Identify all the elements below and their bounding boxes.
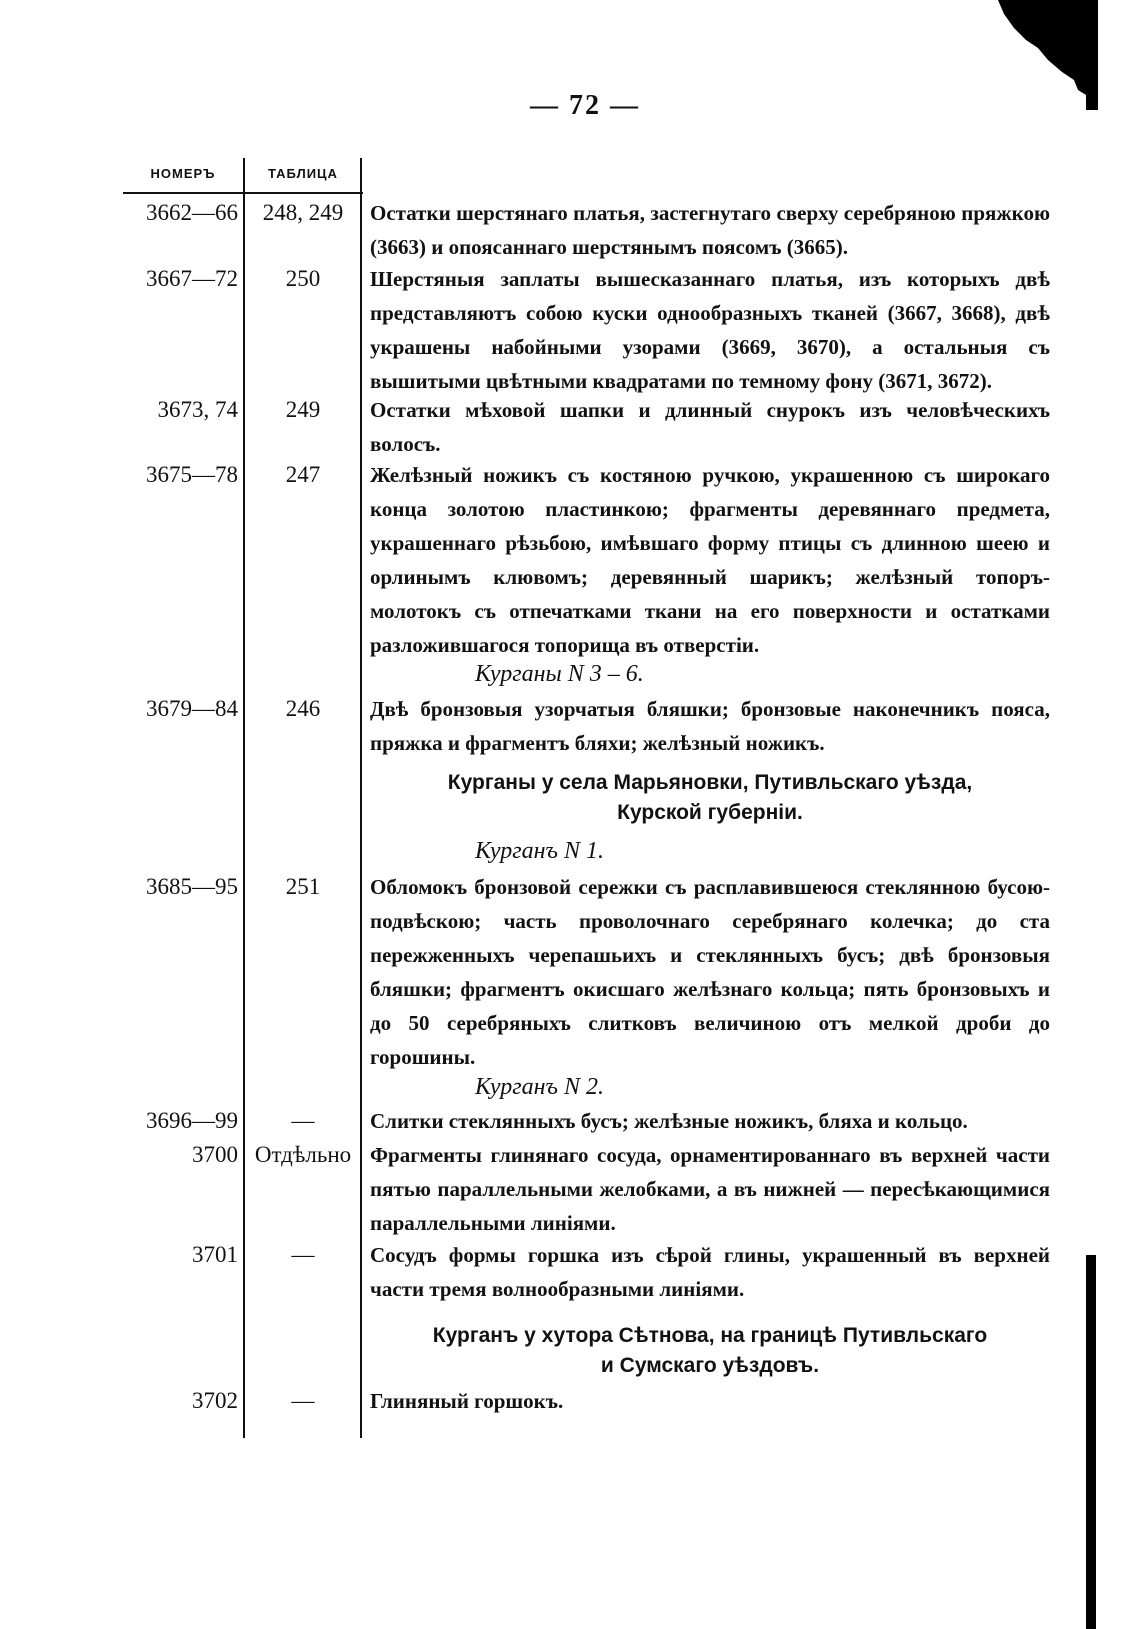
- subheading-kurgan-2: Курганъ N 2.: [475, 1074, 604, 1100]
- section-title-maryanovka: Курганы у села Марьяновки, Путивльскаго уѣзда,: [447, 771, 973, 794]
- section-title-maryanovka-cont: Курской губерніи.: [617, 801, 803, 824]
- plate-number: —: [291, 1388, 315, 1413]
- item-description: Остатки мѣховой шапки и длинный снурокъ изъ человѣческихъ волосъ.: [370, 398, 1050, 456]
- item-number: 3696—99: [146, 1108, 238, 1133]
- item-description: Шерстяныя заплаты вышесказаннаго платья, изъ которыхъ двѣ представляютъ собою куски однообразныхъ тканей (3667, 3668), двѣ украшены набойными узорами (3669, 3670), а остальныя съ вышитыми цвѣтными квадратами по темному фону (3671, 3672).: [370, 267, 1050, 393]
- plate-number: 247: [285, 462, 321, 487]
- column-divider: [360, 158, 362, 1438]
- item-number: 3700: [192, 1142, 238, 1167]
- item-number: 3675—78: [146, 462, 238, 487]
- item-description: Глиняный горшокъ.: [370, 1389, 564, 1413]
- plate-number: 248, 249: [262, 200, 344, 225]
- section-title-setnov-cont: и Сумскаго уѣздовъ.: [600, 1354, 820, 1377]
- item-number: 3662—66: [146, 200, 238, 225]
- plate-number: 250: [285, 266, 321, 291]
- item-number: 3701: [192, 1242, 238, 1267]
- item-number: 3667—72: [146, 266, 238, 291]
- item-description: Фрагменты глинянаго сосуда, орнаментированнаго въ верхней части пятью параллельными желобками, а въ нижней — пересѣкающимися параллельными линіями.: [370, 1143, 1050, 1235]
- item-number: 3702: [192, 1388, 238, 1413]
- plate-number: 251: [285, 874, 321, 899]
- scan-edge-mark: [1082, 1255, 1096, 1629]
- scan-ink-mark: [978, 0, 1098, 110]
- item-description: Слитки стеклянныхъ бусъ; желѣзные ножикъ, бляха и кольцо.: [370, 1109, 968, 1133]
- item-description: Обломокъ бронзовой сережки съ расплавившеюся стеклянною бусою-подвѣскою; часть проволочнаго серебрянаго колечка; до ста пережженныхъ черепашьихъ и стеклянныхъ бусъ; двѣ бронзовыя бляшки; фрагментъ окисшаго желѣзнаго кольца; пять бронзовыхъ и до 50 серебряныхъ слитковъ величиною отъ мелкой дроби до горошины.: [370, 875, 1050, 1069]
- column-header-number: НОМЕРЪ: [150, 166, 216, 181]
- item-number: 3673, 74: [157, 397, 238, 422]
- column-divider: [243, 158, 245, 1438]
- item-description: Сосудъ формы горшка изъ сѣрой глины, украшенный въ верхней части тремя волнообразными линіями.: [370, 1243, 1050, 1301]
- item-number: 3679—84: [146, 696, 238, 721]
- page-number: — 72 —: [530, 90, 640, 121]
- plate-number: Отдѣльно: [254, 1142, 352, 1167]
- item-number: 3685—95: [146, 874, 238, 899]
- plate-number: 246: [285, 696, 321, 721]
- plate-number: 249: [285, 397, 321, 422]
- item-description: Желѣзный ножикъ съ костяною ручкою, украшенною съ широкаго конца золотою пластинкою; фрагменты деревяннаго предмета, украшеннаго рѣзьбою, имѣвшаго форму птицы съ длинною шеею и орлинымъ клювомъ; деревянный шарикъ; желѣзный топоръ-молотокъ съ отпечатками ткани на его поверхности и остатками разложившагося топорища въ отверстіи.: [370, 463, 1050, 657]
- section-title-setnov: Курганъ у хутора Сѣтнова, на границѣ Путивльскаго: [432, 1324, 988, 1347]
- plate-number: —: [291, 1108, 315, 1133]
- item-description: Остатки шерстянаго платья, застегнутаго сверху серебряною пряжкою (3663) и опоясаннаго шерстянымъ поясомъ (3665).: [370, 201, 1050, 259]
- subheading-kurgany-3-6: Курганы N 3 – 6.: [475, 661, 644, 687]
- column-header-table: ТАБЛИЦА: [268, 166, 338, 181]
- plate-number: —: [291, 1242, 315, 1267]
- subheading-kurgan-1: Курганъ N 1.: [475, 838, 604, 864]
- item-description: Двѣ бронзовыя узорчатыя бляшки; бронзовые наконечникъ пояса, пряжка и фрагментъ бляхи; желѣзный ножикъ.: [370, 697, 1050, 755]
